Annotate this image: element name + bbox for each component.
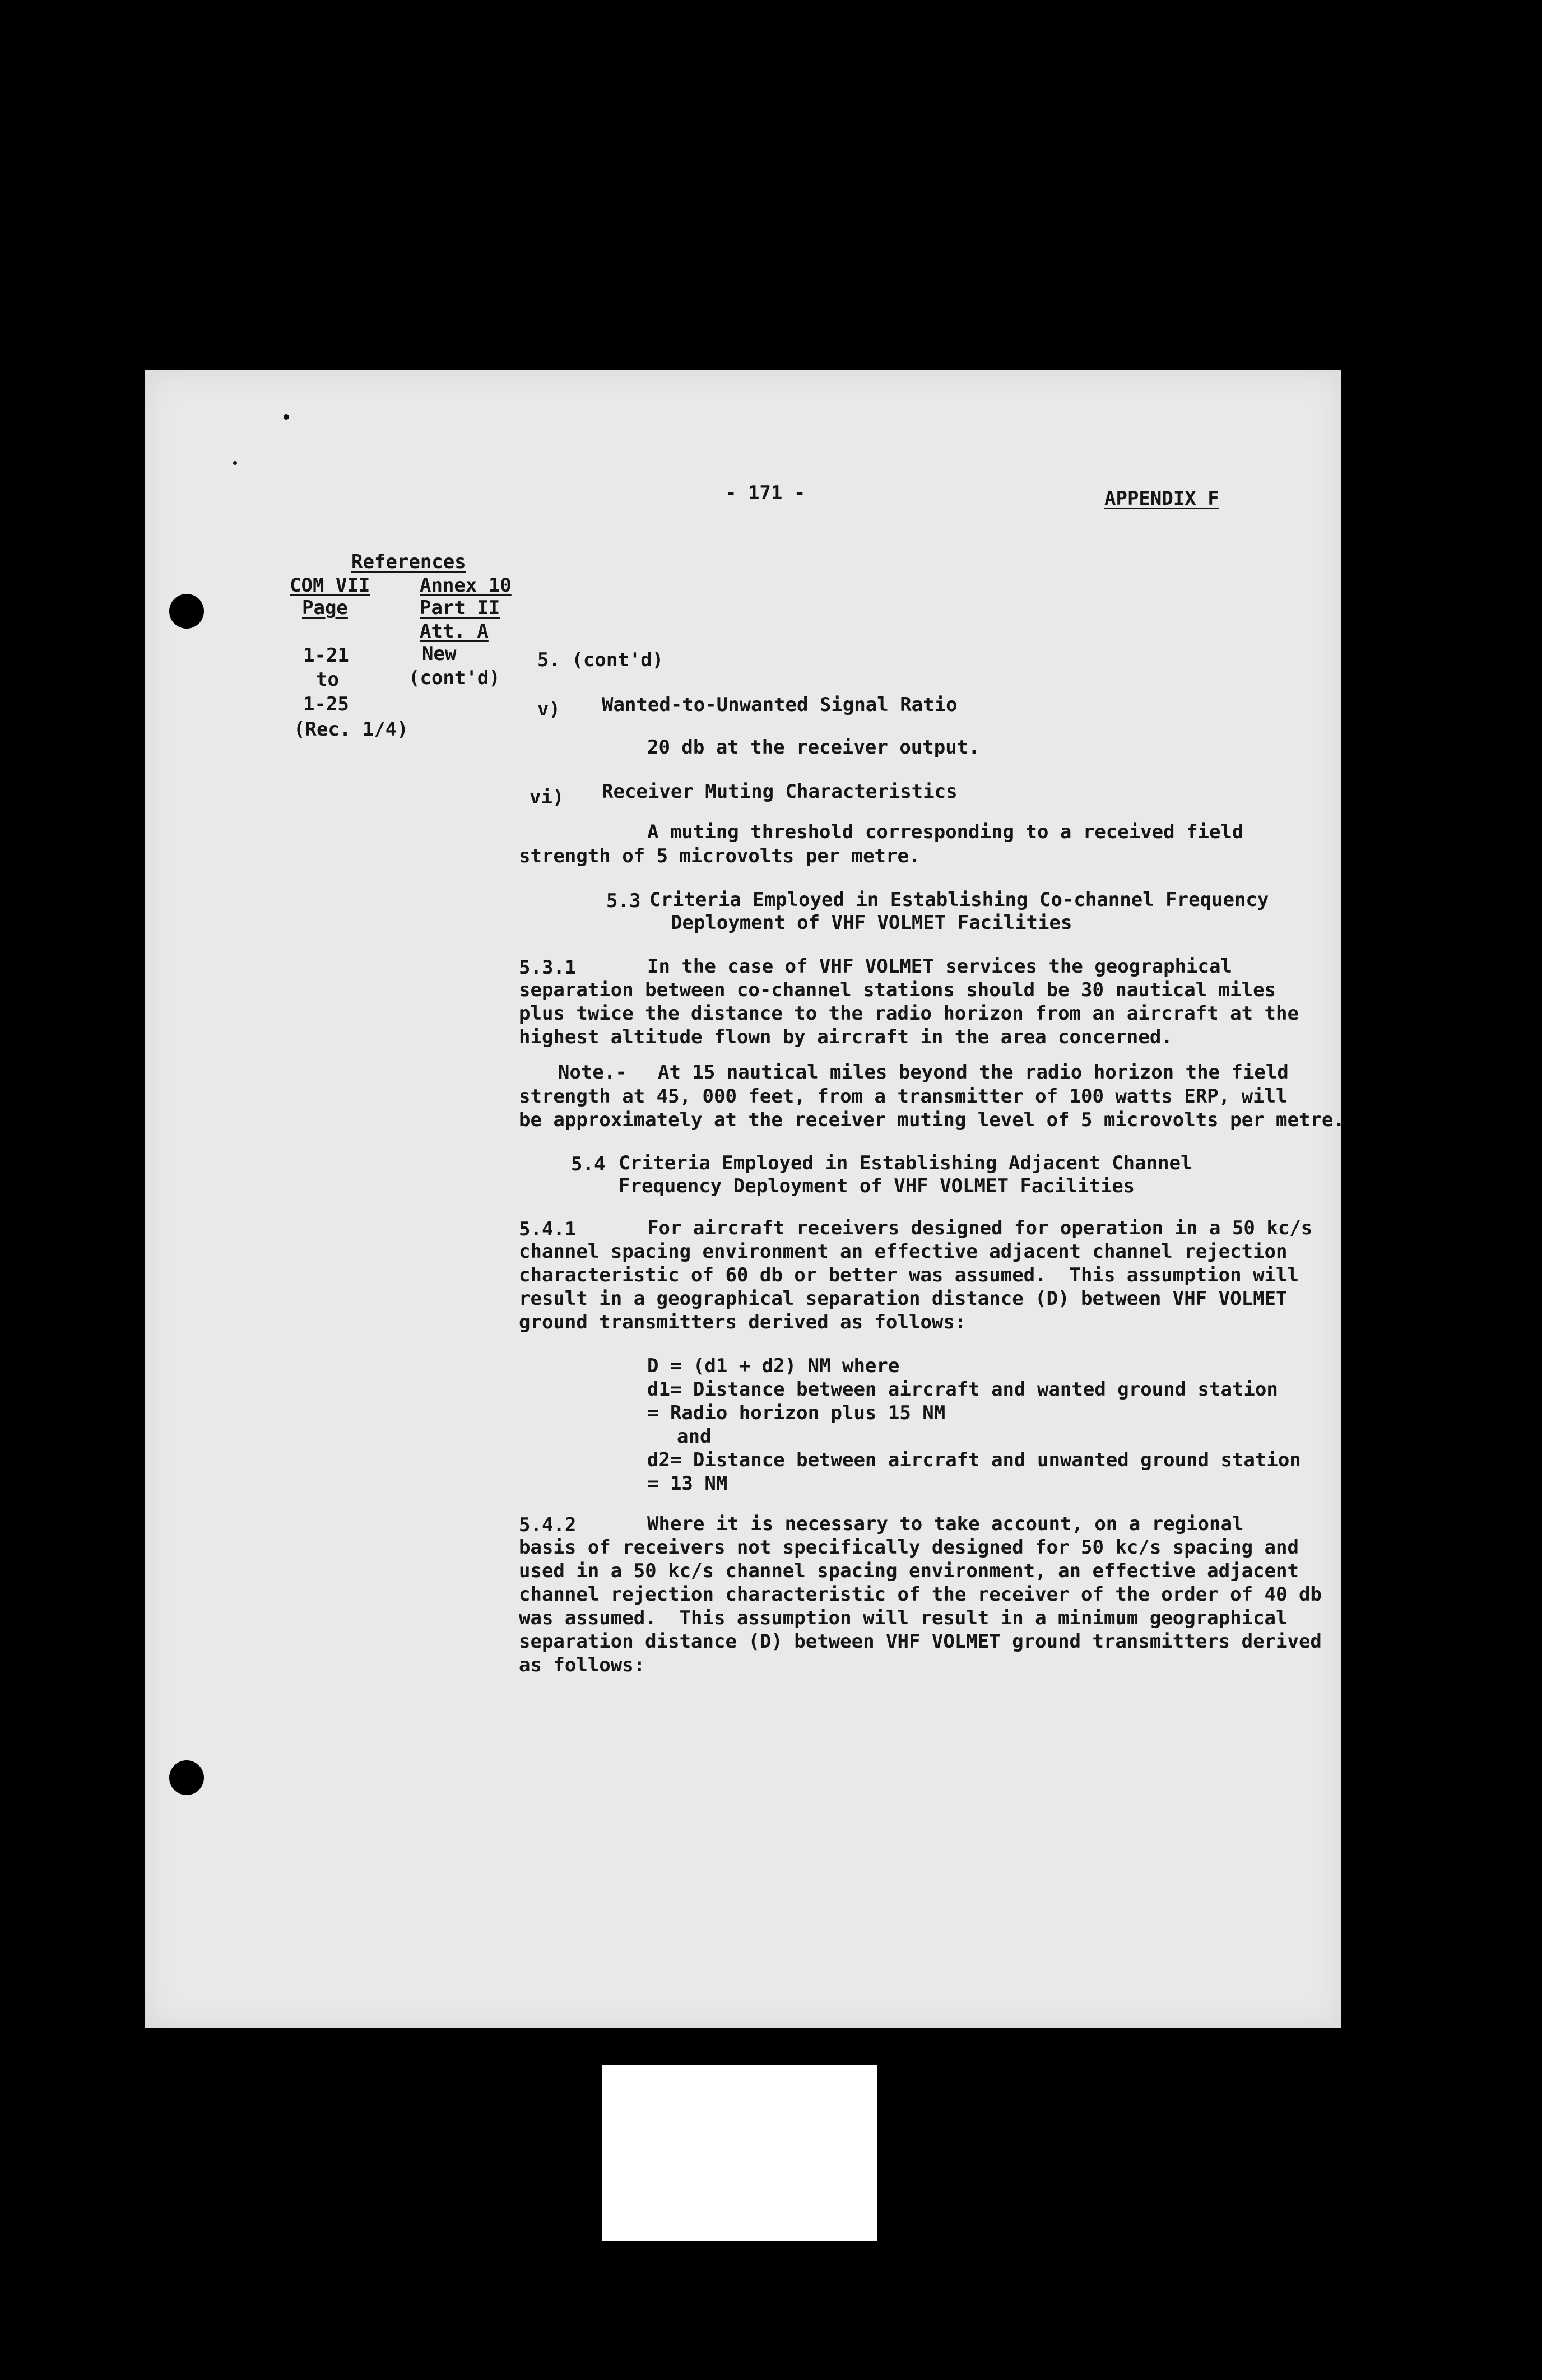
section-cont-heading: 5. (cont'd) xyxy=(537,649,664,671)
formula-line-2: d1= Distance between aircraft and wanted ground station xyxy=(647,1378,1278,1401)
section-5-4-1-line-2: channel spacing environment an effective adjacent channel rejection xyxy=(519,1240,1288,1263)
section-5-4-2-line-5: was assumed. This assumption will result in a minimum geographical xyxy=(519,1607,1288,1629)
references-page-label: Page xyxy=(302,597,348,619)
section-5-4-number: 5.4 xyxy=(571,1153,606,1175)
item-vi-number: vi) xyxy=(530,786,564,808)
section-5-4-2-line-4: channel rejection characteristic of the receiver of the order of 40 db xyxy=(519,1583,1322,1606)
page-number: - 171 - xyxy=(725,482,806,504)
section-5-3-1-line-2: separation between co-channel stations should be 30 nautical miles xyxy=(519,979,1276,1001)
section-5-3-title-1: Criteria Employed in Establishing Co-channel Frequency xyxy=(649,889,1269,911)
appendix-label: APPENDIX F xyxy=(1104,487,1219,510)
section-5-4-1-number: 5.4.1 xyxy=(519,1218,577,1240)
note-line-1: At 15 nautical miles beyond the radio horizon the field xyxy=(658,1061,1289,1084)
references-att-label: Att. A xyxy=(420,620,489,643)
section-5-4-1-line-5: ground transmitters derived as follows: xyxy=(519,1311,967,1333)
references-pages-4: (Rec. 1/4) xyxy=(294,718,408,741)
speck-mark xyxy=(233,461,237,465)
section-5-3-number: 5.3 xyxy=(606,890,641,912)
section-5-3-1-line-3: plus twice the distance to the radio horizon from an aircraft at the xyxy=(519,1002,1299,1025)
references-pages-1: 1-21 xyxy=(303,644,349,667)
formula-line-4: and xyxy=(677,1425,712,1448)
item-v-title: Wanted-to-Unwanted Signal Ratio xyxy=(602,694,958,716)
section-5-4-2-line-1: Where it is necessary to take account, on a regional xyxy=(647,1513,1244,1535)
section-5-3-title-2: Deployment of VHF VOLMET Facilities xyxy=(671,912,1072,934)
section-5-4-1-line-3: characteristic of 60 db or better was assumed. This assumption will xyxy=(519,1264,1299,1286)
formula-line-5: d2= Distance between aircraft and unwanted ground station xyxy=(647,1449,1301,1471)
formula-line-3: = Radio horizon plus 15 NM xyxy=(647,1402,946,1424)
references-pages-3: 1-25 xyxy=(303,693,349,715)
section-5-4-2-line-2: basis of receivers not specifically designed for 50 kc/s spacing and xyxy=(519,1536,1299,1559)
item-vi-text-2: strength of 5 microvolts per metre. xyxy=(519,845,921,867)
section-5-4-1-line-4: result in a geographical separation distance (D) between VHF VOLMET xyxy=(519,1287,1288,1310)
section-5-4-title-1: Criteria Employed in Establishing Adjacent Channel xyxy=(619,1152,1192,1174)
references-annex-title: Annex 10 xyxy=(420,574,512,597)
section-5-4-2-number: 5.4.2 xyxy=(519,1514,577,1536)
references-part-label: Part II xyxy=(420,597,500,619)
item-vi-text-1: A muting threshold corresponding to a received field xyxy=(647,821,1244,843)
section-5-4-2-line-3: used in a 50 kc/s channel spacing environment, an effective adjacent xyxy=(519,1560,1299,1582)
section-5-4-title-2: Frequency Deployment of VHF VOLMET Facilities xyxy=(619,1175,1135,1197)
blank-label-patch xyxy=(602,2065,877,2241)
item-v-number: v) xyxy=(537,698,560,720)
references-annex-2: (cont'd) xyxy=(408,667,500,689)
references-annex-1: New xyxy=(422,643,457,665)
section-5-3-1-line-4: highest altitude flown by aircraft in the area concerned. xyxy=(519,1026,1173,1048)
section-5-4-2-line-7: as follows: xyxy=(519,1654,645,1676)
punch-hole-top xyxy=(169,594,204,629)
references-com-title: COM VII xyxy=(290,574,370,597)
formula-line-6: = 13 NM xyxy=(647,1472,728,1495)
speck-mark xyxy=(284,414,289,420)
section-5-4-1-line-1: For aircraft receivers designed for operation in a 50 kc/s xyxy=(647,1217,1313,1239)
note-line-2: strength at 45, 000 feet, from a transmitter of 100 watts ERP, will xyxy=(519,1085,1288,1108)
formula-line-1: D = (d1 + d2) NM where xyxy=(647,1355,900,1377)
note-label: Note.- xyxy=(558,1061,627,1084)
document-page xyxy=(145,370,1345,2028)
section-5-3-1-number: 5.3.1 xyxy=(519,956,577,979)
item-v-text: 20 db at the receiver output. xyxy=(647,736,980,759)
references-title: References xyxy=(351,551,466,573)
note-line-3: be approximately at the receiver muting level of 5 microvolts per metre. xyxy=(519,1109,1345,1131)
references-pages-2: to xyxy=(316,668,339,691)
section-5-3-1-line-1: In the case of VHF VOLMET services the geographical xyxy=(647,955,1232,978)
section-5-4-2-line-6: separation distance (D) between VHF VOLMET ground transmitters derived xyxy=(519,1630,1322,1653)
item-vi-title: Receiver Muting Characteristics xyxy=(602,780,958,803)
punch-hole-bottom xyxy=(169,1760,204,1795)
